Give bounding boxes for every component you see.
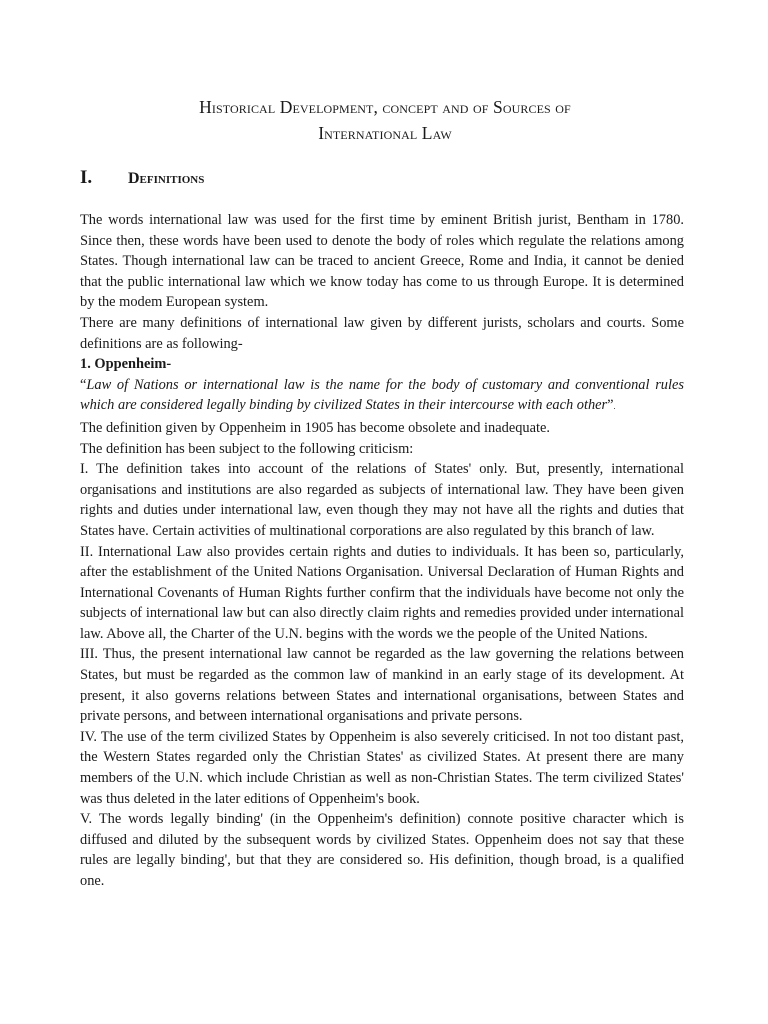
oppenheim-subheading: 1. Oppenheim-	[80, 356, 172, 373]
document-body	[80, 210, 684, 892]
criticism-item-5: V. The words legally binding' (in the Oppenheim's definition) connote positive character which is diffused and diluted by the subsequent words by civilized States. Oppenheim does not say that these rules are legally binding', but that they are considered so. His definition, though broad, is a qualified one.	[80, 811, 684, 889]
quote-close-mark: ”	[607, 397, 614, 414]
criticism-item-1: I. The definition takes into account of the relations of States' only. But, presently, international organisations and institutions are also regarded as subjects of international law. They have been given rights and duties under international law, even though they may not have all the rights and duties that States have. Certain activities of multinational corporations are also regulated by this branch of law.	[80, 461, 684, 539]
definitions-intro-paragraph: There are many definitions of international law given by different jurists, scholars and courts. Some definitions are as following-	[80, 314, 684, 352]
quote-text: Law of Nations or international law is the name for the body of customary and conventional rules which are considered legally binding by civilized States in their intercourse with each other	[80, 376, 684, 414]
oppenheim-quote	[80, 375, 684, 418]
section-heading	[80, 167, 690, 191]
document-title-line-1: Historical Development, concept and of Sources of	[199, 97, 571, 117]
criticism-item-2: II. International Law also provides certain rights and duties to individuals. It has been so, particularly, after the establishment of the United Nations Organisation. Universal Declaration of Human Rights and International Covenants of Human Rights further confirm that the individuals have become not only the subjects of international law but can also directly claim rights and remedies provided under international law. Above all, the Charter of the U.N. begins with the words we the people of the United Nations.	[80, 543, 684, 642]
section-title: Definitions	[128, 170, 205, 187]
criticism-item-4: IV. The use of the term civilized States by Oppenheim is also severely criticised. In not too distant past, the Western States regarded only the Christian States' as civilized States. At present there are many members of the U.N. which include Christian as well as non-Christian States. The term civilized States' was thus deleted in the later editions of Oppenheim's book.	[80, 728, 684, 807]
quote-open-mark: “	[80, 376, 87, 393]
document-title-line-2: International Law	[318, 123, 452, 143]
intro-paragraph: The words international law was used for the first time by eminent British jurist, Bentham in 1780. Since then, these words have been used to denote the body of roles which regulate the relations among States. Though international law can be traced to ancient Greece, Rome and India, it cannot be denied that the public international law which we know today has come to us through Europe. It is determined by the modem European system.	[80, 212, 684, 311]
quote-trailing-dot: .	[613, 402, 616, 412]
criticism-item-3: III. Thus, the present international law cannot be regarded as the law governing the relations between States, but must be regarded as the common law of mankind in an early stage of its development. At present, it also governs relations between States and international organisations, between States and private persons, and between international organisations and private persons.	[80, 646, 684, 725]
obsolete-note: The definition given by Oppenheim in 1905 has become obsolete and inadequate.	[80, 419, 550, 436]
criticism-intro: The definition has been subject to the following criticism:	[80, 440, 414, 457]
section-number: I.	[80, 167, 93, 188]
